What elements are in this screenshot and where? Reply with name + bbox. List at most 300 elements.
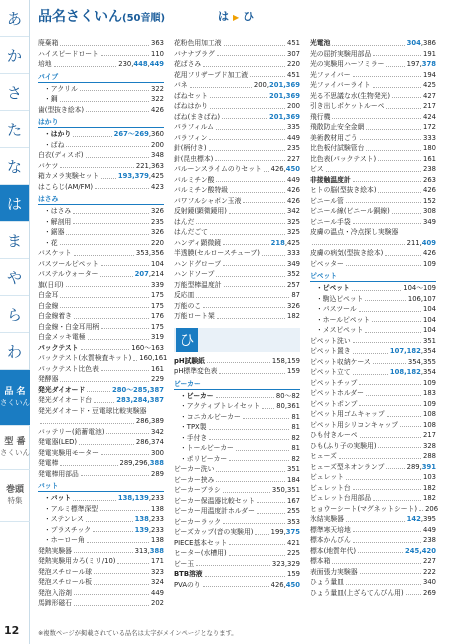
index-entry[interactable] [174,517,300,528]
kana-tab[interactable]: あ [0,0,29,37]
index-type-tab[interactable] [0,426,30,470]
index-entry[interactable] [38,556,164,567]
leader-dots [386,101,421,109]
index-entry[interactable] [38,577,164,588]
index-entry[interactable] [174,70,300,81]
entry-name: ・ポリビーカー [180,454,228,463]
leader-dots [372,315,421,323]
index-entry[interactable] [38,171,164,182]
entry-pages: 307 [287,49,300,58]
index-entry[interactable] [310,248,436,259]
entry-pages: 87 [291,291,300,299]
leader-dots [87,385,110,393]
index-entry[interactable] [174,91,300,102]
index-entry[interactable] [174,433,300,444]
entry-name: 反射鏡(顕微鏡用) [174,207,227,215]
page-ref: 201,369 [269,91,300,100]
index-entry[interactable] [174,496,300,507]
entry-pages: 171 [151,557,164,565]
entry-name: ハンドソープ [174,270,215,278]
entry-name: 引き出しポケットルーペ [310,102,385,110]
index-entry[interactable] [174,464,300,475]
index-entry[interactable] [38,206,164,217]
entry-pages: 206 [425,504,439,513]
index-entry[interactable] [174,548,300,559]
entry-name: 花用フリザーブド加工液 [174,70,249,79]
index-entry[interactable] [38,469,164,480]
index-entry[interactable] [310,346,436,357]
entry-name: 花粉色用加工液 [174,39,222,47]
leader-dots [346,196,421,204]
index-entry[interactable] [174,164,300,175]
entry-pages: 421 [287,538,300,547]
index-entry[interactable] [310,462,436,473]
leader-dots [216,175,285,183]
index-entry[interactable] [174,59,300,70]
index-entry[interactable] [38,38,164,49]
leader-dots [224,38,285,46]
leader-dots [60,374,149,382]
index-entry[interactable] [174,259,300,270]
entry-pages: 109 [423,399,436,408]
index-entry[interactable] [174,101,300,112]
kana-tab[interactable]: は [0,185,29,222]
entry-pages [118,493,164,504]
index-entry[interactable] [38,150,164,161]
leader-dots [54,59,117,67]
entry-pages: 353,356 [135,249,164,257]
index-entry[interactable] [310,493,436,504]
page-ref: ,425 [148,172,164,180]
index-entry[interactable] [310,504,439,515]
index-entry[interactable] [174,527,300,538]
index-entry[interactable] [310,588,436,599]
leader-dots [93,525,133,533]
index-entry[interactable] [310,430,436,441]
leader-dots [217,49,285,57]
entry-name: 飛行機 [310,112,331,121]
entry-pages [271,238,300,249]
index-entry[interactable] [38,514,164,525]
index-entry[interactable] [174,217,300,228]
index-entry[interactable] [38,311,164,322]
index-entry[interactable] [174,559,300,570]
kana-tab[interactable]: な [0,148,29,185]
index-entry[interactable] [174,356,300,367]
index-entry[interactable] [38,427,164,438]
entry-pages: 426 [151,105,164,114]
index-entry[interactable] [174,485,300,496]
index-entry[interactable] [310,185,436,196]
entry-pages [405,546,436,557]
index-entry[interactable] [38,59,164,70]
index-entry[interactable] [310,409,436,420]
index-entry[interactable] [310,164,436,175]
index-entry[interactable] [310,315,436,326]
entry-name: ・ビーカー [180,391,214,400]
kana-tab[interactable]: ら [0,296,29,333]
index-entry[interactable] [38,49,164,60]
index-type-tab[interactable] [0,370,30,426]
kana-tab[interactable]: さ [0,74,29,111]
leader-dots [60,301,149,309]
index-entry[interactable] [310,59,436,70]
index-entry[interactable] [174,38,300,49]
index-entry[interactable] [310,325,436,336]
entry-pages [271,580,300,591]
index-entry[interactable] [310,556,436,567]
index-entry[interactable] [174,112,300,123]
entry-pages: 81 [291,412,300,421]
leader-dots [66,280,149,288]
leader-dots [95,182,149,190]
leader-dots [243,412,290,420]
leader-dots [86,105,149,113]
entry-pages [269,91,300,102]
entry-pages: 194 [423,70,436,79]
kana-tab[interactable]: わ [0,333,29,370]
index-entry[interactable] [310,525,436,536]
index-type-tab[interactable] [0,470,30,522]
index-entry[interactable] [310,80,436,91]
index-entry[interactable] [38,161,164,172]
entry-pages: 322 [151,95,164,103]
index-entry[interactable] [310,577,436,588]
kana-tab[interactable]: ま [0,222,29,259]
entry-pages: 340 [423,578,436,586]
index-entry[interactable] [310,143,436,154]
index-entry[interactable] [310,283,436,294]
entry-pages: 159 [287,570,300,578]
leader-dots [219,366,285,374]
entry-name: ・鋸器 [44,228,65,236]
index-entry[interactable] [38,227,164,238]
index-entry[interactable] [38,332,164,343]
entry-pages: 286,389 [135,417,164,425]
index-entry[interactable] [174,422,300,433]
index-entry[interactable] [174,569,300,580]
index-entry[interactable] [310,367,436,378]
index-group-heading: はさみ [38,194,164,205]
index-entry[interactable] [38,588,164,599]
index-entry[interactable] [38,395,164,406]
entry-name: バッテリー(鉛蓄電池) [38,427,105,436]
entry-pages: 138 [151,536,164,544]
leader-dots [80,84,149,92]
index-entry[interactable] [38,535,164,546]
index-entry[interactable] [174,185,300,196]
index-entry[interactable] [310,567,436,578]
index-entry[interactable] [310,101,436,112]
leader-dots [223,238,269,246]
index-entry[interactable] [38,374,164,385]
leader-dots [74,248,134,256]
entry-pages: 191 [423,49,436,58]
index-entry[interactable] [310,227,436,238]
index-entry[interactable] [38,406,164,417]
index-entry[interactable] [38,598,164,609]
index-entry[interactable] [174,269,300,280]
kana-tab[interactable]: た [0,111,29,148]
entry-pages: 263 [423,175,436,184]
index-entry[interactable] [174,227,300,238]
index-entry[interactable] [38,248,164,259]
index-entry[interactable] [38,280,164,291]
index-entry[interactable] [38,546,164,557]
index-entry[interactable] [38,290,164,301]
entry-name: 比色板付試験管台 [310,144,365,152]
index-entry[interactable] [310,217,436,228]
entry-name: 氷結実験器 [310,515,344,523]
index-entry[interactable] [38,493,164,504]
index-type-sublabel: さくいん [0,448,30,458]
leader-dots [353,525,421,533]
index-entry[interactable] [310,91,436,102]
title-text: 品名さくいん [38,9,122,25]
leader-dots [353,535,421,543]
leader-dots [216,122,285,130]
index-entry[interactable] [174,154,300,165]
index-entry[interactable] [310,133,436,144]
index-entry[interactable] [38,364,164,375]
index-entry[interactable] [310,112,436,123]
index-entry[interactable] [38,217,164,228]
page-ref: ,354 [420,368,436,376]
index-entry[interactable] [174,290,300,301]
index-entry[interactable] [310,206,436,217]
entry-pages [116,395,164,406]
entry-pages [407,514,436,525]
entry-name: ・はかり [44,130,72,138]
entry-name: 標本かんびん [310,536,351,544]
leader-dots [203,301,285,309]
entry-pages: 138 [151,504,164,513]
entry-pages: 286,374 [135,438,164,446]
index-entry[interactable] [38,105,164,116]
title-subtext: (50音順) [122,13,166,24]
leader-dots [366,122,421,130]
page-ref: ,214 [148,270,164,278]
entry-pages: 308 [423,207,436,215]
entry-name: 発電棒 [38,459,59,467]
index-entry[interactable] [310,154,436,165]
index-entry[interactable] [310,535,436,546]
entry-name: はんだごて [174,228,208,236]
leader-dots [60,94,149,102]
index-entry[interactable] [310,472,436,483]
index-entry[interactable] [310,441,436,452]
page-ref: 409 [421,238,436,247]
index-entry[interactable] [310,175,436,186]
index-entry[interactable] [38,301,164,312]
index-entry[interactable] [174,366,300,377]
leader-dots [236,443,290,451]
entry-pages [271,164,300,175]
index-entry[interactable] [174,412,300,423]
index-entry[interactable] [38,504,164,515]
entry-pages: 335 [287,123,300,131]
entry-pages: 160〜163 [131,343,164,352]
index-entry[interactable] [38,238,164,249]
index-entry[interactable] [38,259,164,270]
entry-name: ・解剖用 [44,217,72,226]
index-sidebar [0,0,30,644]
kana-tab[interactable]: や [0,259,29,296]
index-entry[interactable] [38,525,164,536]
entry-pages: 326 [151,207,164,215]
index-entry[interactable] [38,84,164,95]
index-entry[interactable] [174,280,300,291]
index-entry[interactable] [310,336,436,347]
page-ref: ,233 [148,515,164,523]
index-entry[interactable] [310,451,436,462]
index-entry[interactable] [310,49,436,60]
entry-pages: 255 [287,507,300,515]
index-entry[interactable] [174,538,300,549]
index-entry[interactable] [310,196,436,207]
entry-pages: 182 [287,312,300,320]
leader-dots [106,427,149,435]
entry-name: ビニール線(ビニール銅線) [310,207,390,215]
entry-pages: 322 [151,84,164,93]
index-entry[interactable] [174,133,300,144]
index-group-heading: はかり [38,117,164,128]
index-entry[interactable] [310,546,436,557]
index-entry[interactable] [174,143,300,154]
entry-pages: 175 [151,322,164,331]
index-entry[interactable] [174,80,300,91]
index-entry[interactable] [310,304,436,315]
entry-pages: 227 [287,154,300,163]
index-entry[interactable] [310,238,436,249]
index-entry[interactable] [174,49,300,60]
entry-pages: 257 [287,280,300,289]
index-entry[interactable] [310,514,436,525]
entry-name: ヒーター(水槽用) [174,549,227,557]
index-entry[interactable] [174,401,300,412]
index-entry[interactable] [38,182,164,193]
index-entry[interactable] [174,454,300,465]
index-entry[interactable] [38,322,164,333]
entry-name: pH試験紙 [174,356,205,365]
page-ref: 207 [134,270,149,278]
entry-pages: 81 [291,423,300,431]
leader-dots [216,464,285,472]
entry-name: ピペッター [310,259,344,268]
entry-name: ・鋼 [44,95,58,103]
leader-dots [262,401,274,409]
kana-tab[interactable]: か [0,37,29,74]
index-entry[interactable] [38,385,164,396]
entry-name: ハンドグローブ [174,259,222,268]
entry-name: 白衣(ディスポ) [38,151,84,159]
entry-name: バネ [174,81,188,89]
page-ref: 200, [253,81,270,89]
leader-dots [210,227,285,235]
index-entry[interactable] [310,38,436,49]
entry-pages [135,269,164,280]
index-entry[interactable] [174,122,300,133]
entry-name: パルーンスライムのりセット [174,165,262,173]
index-entry[interactable] [38,353,168,364]
entry-pages: 353 [287,517,300,526]
leader-dots [346,577,421,585]
index-entry[interactable] [174,301,300,312]
index-entry[interactable] [38,437,164,448]
leader-dots [392,91,421,99]
index-entry[interactable] [174,506,300,517]
entry-pages: 289 [151,469,164,478]
entry-name: ひょう量皿 [310,578,344,586]
index-entry[interactable] [310,294,436,305]
index-entry[interactable] [38,269,164,280]
index-entry[interactable] [174,391,300,402]
index-entry[interactable] [174,206,300,217]
leader-dots [215,154,285,162]
entry-name: 光の実験用ハーフミラー [310,60,385,68]
leader-dots [373,49,421,57]
index-entry[interactable] [38,567,164,578]
index-entry[interactable] [310,483,436,494]
index-entry[interactable] [310,357,436,368]
page-ref: 142 [406,515,421,523]
index-entry[interactable] [174,475,300,486]
index-entry[interactable] [310,122,436,133]
leader-dots [360,430,421,438]
entry-pages: 200 [287,102,300,110]
index-entry[interactable] [38,140,164,151]
index-entry[interactable] [38,129,164,140]
index-entry[interactable] [38,343,164,354]
index-entry[interactable] [174,443,300,454]
index-entry[interactable] [174,580,300,591]
entry-name: PIECE基本セット [174,538,228,547]
index-entry[interactable] [310,70,436,81]
leader-dots [40,416,134,424]
index-entry[interactable] [310,378,436,389]
index-entry[interactable] [38,416,164,427]
index-entry[interactable] [174,311,300,322]
entry-pages: 238 [423,165,436,173]
index-entry[interactable] [38,448,164,459]
leader-dots [101,448,149,456]
index-entry[interactable] [174,175,300,186]
page-ref: 449 [149,60,164,68]
index-entry[interactable] [310,420,436,431]
entry-pages: 109 [423,259,436,268]
index-entry[interactable] [174,238,300,249]
entry-name: 標本箱 [310,557,331,565]
leader-dots [101,49,149,57]
index-entry[interactable] [310,399,436,410]
index-entry[interactable] [310,388,436,399]
entry-name: 反応皿 [174,291,195,299]
entry-pages: 225 [287,549,300,557]
entry-pages: 159 [287,367,300,375]
index-entry[interactable] [38,458,164,469]
index-entry[interactable] [174,248,300,259]
index-entry[interactable] [310,259,436,270]
entry-name: 発泡スチロール板 [38,578,93,586]
leader-dots [117,556,149,564]
entry-pages: 323,329 [271,559,300,568]
leader-dots [406,588,421,596]
leader-dots [257,506,285,514]
leader-dots [216,475,285,483]
index-entry[interactable] [38,94,164,105]
entry-name: ピペット洗い [310,336,351,345]
index-entry[interactable] [174,196,300,207]
